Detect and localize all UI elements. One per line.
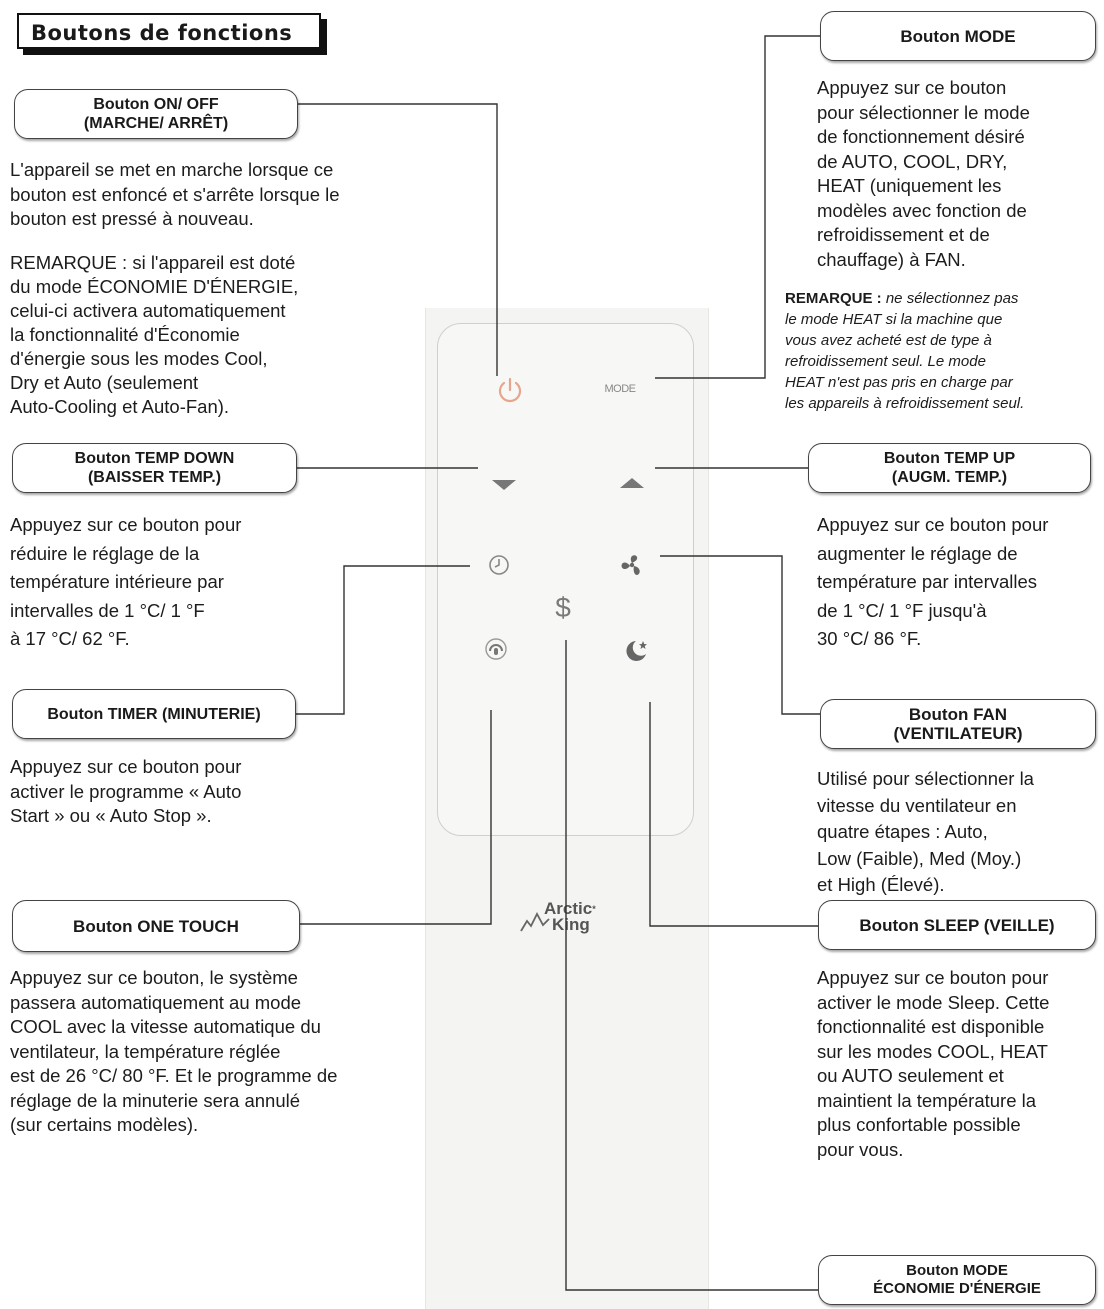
- timer-desc-line: Appuyez sur ce bouton pour: [10, 756, 242, 777]
- onoff-note-line: du mode ÉCONOMIE D'ÉNERGIE,: [10, 276, 299, 297]
- mode-note-line: le mode HEAT si la machine que: [785, 311, 1003, 328]
- sleep-desc-line: ou AUTO seulement et: [817, 1065, 1004, 1086]
- mode-desc-line: chauffage) à FAN.: [817, 248, 966, 270]
- timer-label-box: [12, 689, 296, 739]
- sleep-description: [817, 966, 1102, 1162]
- mode-note-line: refroidissement seul. Le mode: [785, 353, 986, 370]
- temp-down-desc-line: Appuyez sur ce bouton pour: [10, 514, 242, 535]
- onoff-note-line: Auto-Cooling et Auto-Fan).: [10, 396, 230, 417]
- temp-up-desc-line: température par intervalles: [817, 571, 1038, 592]
- temp-up-desc-line: Appuyez sur ce bouton pour: [817, 514, 1049, 535]
- temp-up-desc-line: augmenter le réglage de: [817, 542, 1018, 564]
- fan-desc-line: vitesse du ventilateur en: [817, 794, 1017, 816]
- brand-name-line1: Arctic: [544, 899, 593, 918]
- energy-saver-label-box: [818, 1255, 1096, 1305]
- onetouch-label: Bouton ONE TOUCH: [73, 916, 239, 936]
- sleep-desc-line: activer le mode Sleep. Cette: [817, 991, 1050, 1013]
- temp-down-desc-line: température intérieure par: [10, 571, 224, 592]
- sleep-label: Bouton SLEEP (VEILLE): [859, 915, 1055, 935]
- onetouch-label-box: [12, 900, 300, 952]
- leader-fan: [660, 556, 820, 714]
- onetouch-desc-line: (sur certains modèles).: [10, 1114, 199, 1135]
- mode-desc-line: de AUTO, COOL, DRY,: [817, 150, 1008, 172]
- mode-note: [785, 288, 1101, 414]
- onoff-note-line: Dry et Auto (seulement: [10, 372, 199, 393]
- mode-description: [817, 76, 1097, 272]
- temp-up-description: [817, 511, 1102, 654]
- sleep-desc-line: fonctionnalité est disponible: [817, 1016, 1045, 1037]
- timer-desc-line: activer le programme « Auto: [10, 780, 242, 802]
- energy-saver-label-line2: ÉCONOMIE D'ÉNERGIE: [873, 1280, 1041, 1297]
- onoff-note-line: d'énergie sous les modes Cool,: [10, 348, 268, 369]
- mode-note-line: HEAT n'est pas pris en charge par: [785, 374, 1013, 391]
- temp-up-label-line2: (AUGM. TEMP.): [891, 469, 1008, 486]
- brand-trademark: *: [592, 904, 596, 914]
- leader-sleep: [650, 702, 818, 926]
- onoff-label-box: [14, 89, 298, 139]
- brand-name-line2: King: [552, 915, 590, 934]
- leader-saver: [566, 640, 818, 1290]
- fan-label-box: [820, 699, 1096, 749]
- temp-down-desc-line: intervalles de 1 °C/ 1 °F: [10, 599, 205, 621]
- fan-description: [817, 766, 1102, 899]
- onoff-desc-line: bouton est enfoncé et s'arrête lorsque le: [10, 183, 340, 205]
- fan-label-line2: (VENTILATEUR): [893, 724, 1023, 743]
- mode-label: Bouton MODE: [900, 26, 1016, 46]
- sleep-desc-line: plus confortable possible: [817, 1114, 1021, 1135]
- page-title: Boutons de fonctions: [17, 13, 321, 49]
- timer-desc-line: Start » ou « Auto Stop ».: [10, 805, 212, 826]
- onoff-desc-line: L'appareil se met en marche lorsque ce: [10, 159, 334, 180]
- onetouch-desc-line: Appuyez sur ce bouton, le système: [10, 967, 298, 988]
- mode-desc-line: Appuyez sur ce bouton: [817, 77, 1007, 98]
- onetouch-description: [10, 966, 430, 1138]
- mode-note-first: ne sélectionnez pas: [881, 290, 1019, 307]
- onoff-desc-line: bouton est pressé à nouveau.: [10, 208, 254, 229]
- fan-desc-line: quatre étapes : Auto,: [817, 821, 988, 842]
- mode-button-label[interactable]: MODE: [604, 383, 636, 395]
- mode-desc-line: refroidissement et de: [817, 224, 990, 245]
- mode-note-line: les appareils à refroidissement seul.: [785, 395, 1025, 412]
- sleep-desc-line: maintient la température la: [817, 1089, 1037, 1111]
- fan-desc-line: Utilisé pour sélectionner la: [817, 768, 1034, 789]
- mode-label-box: [820, 11, 1096, 61]
- onoff-note-line: celui-ci activera automatiquement: [10, 300, 286, 321]
- mode-desc-line: de fonctionnement désiré: [817, 126, 1025, 147]
- onoff-label-line1: Bouton ON/ OFF: [93, 96, 219, 113]
- onoff-note: [10, 251, 410, 419]
- temp-down-label-line1: Bouton TEMP DOWN: [74, 450, 235, 467]
- mode-desc-line: HEAT (uniquement les: [817, 175, 1002, 196]
- timer-label: Bouton TIMER (MINUTERIE): [47, 705, 261, 723]
- energy-saver-label-line1: Bouton MODE: [906, 1262, 1008, 1279]
- mode-desc-line: modèles avec fonction de: [817, 199, 1027, 221]
- temp-up-desc-line: de 1 °C/ 1 °F jusqu'à: [817, 599, 987, 621]
- onetouch-desc-line: est de 26 °C/ 80 °F. Et le programme de: [10, 1065, 338, 1086]
- onoff-label-line2: (MARCHE/ ARRÊT): [83, 115, 229, 132]
- onoff-note-line: REMARQUE : si l'appareil est doté: [10, 252, 296, 273]
- onetouch-desc-line: réglage de la minuterie sera annulé: [10, 1089, 301, 1111]
- temp-down-label-box: [12, 443, 297, 493]
- fan-desc-line: Low (Faible), Med (Moy.): [817, 847, 1022, 869]
- dollar-icon[interactable]: $: [555, 592, 571, 623]
- temp-down-description: [10, 511, 330, 654]
- onetouch-desc-line: COOL avec la vitesse automatique du: [10, 1016, 321, 1037]
- temp-down-label-line2: (BAISSER TEMP.): [87, 469, 222, 486]
- sleep-desc-line: Appuyez sur ce bouton pour: [817, 967, 1049, 988]
- onoff-description: [10, 158, 430, 232]
- onetouch-desc-line: passera automatiquement au mode: [10, 991, 302, 1013]
- onoff-note-line: la fonctionnalité d'Économie: [10, 324, 240, 345]
- sleep-desc-line: pour vous.: [817, 1138, 904, 1160]
- sleep-label-box: [818, 900, 1096, 950]
- fan-desc-line: et High (Élevé).: [817, 874, 945, 895]
- temp-up-label-box: [808, 443, 1091, 493]
- fan-label-line1: Bouton FAN: [908, 705, 1008, 724]
- sleep-desc-line: sur les modes COOL, HEAT: [817, 1040, 1048, 1062]
- temp-up-desc-line: 30 °C/ 86 °F.: [817, 628, 922, 649]
- mode-desc-line: pour sélectionner le mode: [817, 101, 1030, 123]
- mode-note-line: vous avez acheté est de type à: [785, 332, 992, 349]
- mode-note-prefix: REMARQUE :: [785, 290, 882, 307]
- temp-up-label-line1: Bouton TEMP UP: [883, 450, 1016, 467]
- timer-description: [10, 755, 330, 829]
- temp-down-desc-line: réduire le réglage de la: [10, 542, 200, 564]
- temp-down-desc-line: à 17 °C/ 62 °F.: [10, 628, 130, 649]
- onetouch-desc-line: ventilateur, la température réglée: [10, 1040, 281, 1062]
